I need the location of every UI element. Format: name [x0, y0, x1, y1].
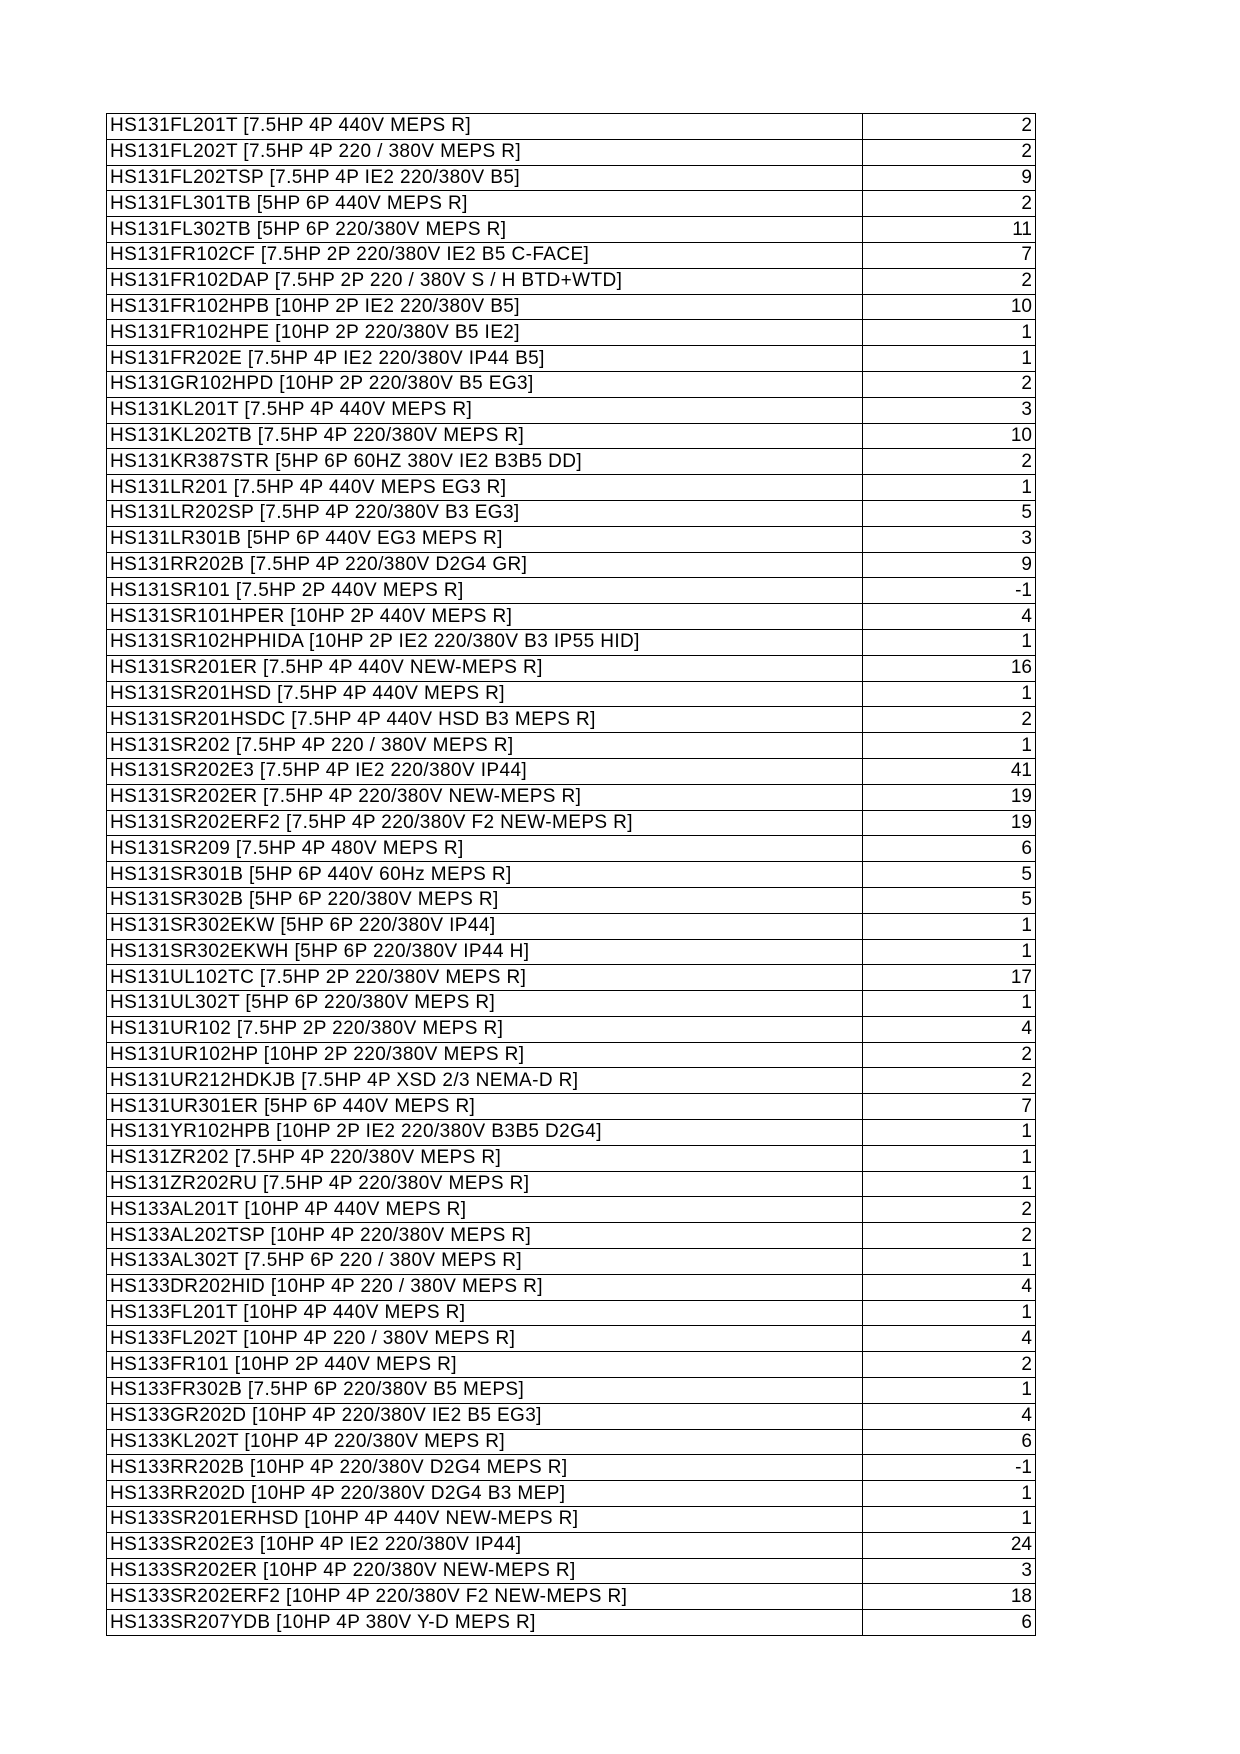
item-quantity-cell: 2	[863, 1197, 1036, 1223]
table-row	[107, 991, 1036, 1017]
item-quantity-cell: 2	[863, 1223, 1036, 1249]
table-row	[107, 1016, 1036, 1042]
table-row	[107, 629, 1036, 655]
table-row	[107, 1197, 1036, 1223]
item-description-cell: HS131SR101 [7.5HP 2P 440V MEPS R]	[107, 578, 863, 604]
item-description-cell: HS133FR302B [7.5HP 6P 220/380V B5 MEPS]	[107, 1378, 863, 1404]
item-description-cell: HS131UL302T [5HP 6P 220/380V MEPS R]	[107, 991, 863, 1017]
table-row	[107, 320, 1036, 346]
item-description-cell: HS133FL201T [10HP 4P 440V MEPS R]	[107, 1300, 863, 1326]
table-row	[107, 939, 1036, 965]
item-description-cell: HS133SR207YDB [10HP 4P 380V Y-D MEPS R]	[107, 1610, 863, 1636]
table-row	[107, 1223, 1036, 1249]
table-row	[107, 449, 1036, 475]
table-row	[107, 268, 1036, 294]
table-row	[107, 1068, 1036, 1094]
item-quantity-cell: 5	[863, 500, 1036, 526]
item-quantity-cell: 2	[863, 1068, 1036, 1094]
item-quantity-cell: 16	[863, 655, 1036, 681]
item-quantity-cell: 4	[863, 1016, 1036, 1042]
table-row	[107, 217, 1036, 243]
table-row	[107, 707, 1036, 733]
item-description-cell: HS131FL202TSP [7.5HP 4P IE2 220/380V B5]	[107, 165, 863, 191]
item-description-cell: HS133GR202D [10HP 4P 220/380V IE2 B5 EG3]	[107, 1403, 863, 1429]
table-row	[107, 1249, 1036, 1275]
item-description-cell: HS131RR202B [7.5HP 4P 220/380V D2G4 GR]	[107, 552, 863, 578]
table-row	[107, 965, 1036, 991]
item-quantity-cell: 5	[863, 862, 1036, 888]
item-quantity-cell: 2	[863, 114, 1036, 140]
table-row	[107, 1042, 1036, 1068]
table-row	[107, 397, 1036, 423]
item-quantity-cell: 2	[863, 191, 1036, 217]
item-description-cell: HS131SR302EKWH [5HP 6P 220/380V IP44 H]	[107, 939, 863, 965]
item-description-cell: HS131FL201T [7.5HP 4P 440V MEPS R]	[107, 114, 863, 140]
item-description-cell: HS133SR202E3 [10HP 4P IE2 220/380V IP44]	[107, 1532, 863, 1558]
item-quantity-cell: 1	[863, 733, 1036, 759]
item-quantity-cell: 10	[863, 294, 1036, 320]
table-row	[107, 423, 1036, 449]
table-row	[107, 1429, 1036, 1455]
table-row	[107, 346, 1036, 372]
item-quantity-cell: 3	[863, 526, 1036, 552]
table-row	[107, 139, 1036, 165]
item-quantity-cell: 3	[863, 397, 1036, 423]
item-description-cell: HS131SR201HSDC [7.5HP 4P 440V HSD B3 MEPS R]	[107, 707, 863, 733]
item-quantity-cell: 41	[863, 758, 1036, 784]
item-description-cell: HS131SR102HPHIDA [10HP 2P IE2 220/380V B3 IP55 HID]	[107, 629, 863, 655]
table-row	[107, 191, 1036, 217]
item-quantity-cell: 6	[863, 1429, 1036, 1455]
item-description-cell: HS133SR202ERF2 [10HP 4P 220/380V F2 NEW-MEPS R]	[107, 1584, 863, 1610]
table-row	[107, 887, 1036, 913]
table-row	[107, 1120, 1036, 1146]
item-quantity-cell: 4	[863, 1274, 1036, 1300]
item-description-cell: HS131SR301B [5HP 6P 440V 60Hz MEPS R]	[107, 862, 863, 888]
item-description-cell: HS133KL202T [10HP 4P 220/380V MEPS R]	[107, 1429, 863, 1455]
item-description-cell: HS131UL102TC [7.5HP 2P 220/380V MEPS R]	[107, 965, 863, 991]
item-description-cell: HS131SR302B [5HP 6P 220/380V MEPS R]	[107, 887, 863, 913]
item-quantity-cell: 7	[863, 242, 1036, 268]
table-row	[107, 758, 1036, 784]
item-description-cell: HS131SR302EKW [5HP 6P 220/380V IP44]	[107, 913, 863, 939]
item-quantity-cell: 1	[863, 346, 1036, 372]
item-description-cell: HS131SR209 [7.5HP 4P 480V MEPS R]	[107, 836, 863, 862]
table-row	[107, 1094, 1036, 1120]
item-quantity-cell: 1	[863, 1481, 1036, 1507]
table-row	[107, 1507, 1036, 1533]
item-quantity-cell: 1	[863, 939, 1036, 965]
item-description-cell: HS131SR202E3 [7.5HP 4P IE2 220/380V IP44]	[107, 758, 863, 784]
table-row	[107, 1481, 1036, 1507]
table-row	[107, 1352, 1036, 1378]
item-quantity-cell: 1	[863, 475, 1036, 501]
item-quantity-cell: 1	[863, 1171, 1036, 1197]
table-row	[107, 294, 1036, 320]
item-description-cell: HS131FL302TB [5HP 6P 220/380V MEPS R]	[107, 217, 863, 243]
item-quantity-cell: 1	[863, 1145, 1036, 1171]
table-row	[107, 500, 1036, 526]
table-row	[107, 371, 1036, 397]
table-row	[107, 1145, 1036, 1171]
table-row	[107, 604, 1036, 630]
item-description-cell: HS131LR202SP [7.5HP 4P 220/380V B3 EG3]	[107, 500, 863, 526]
item-quantity-cell: 1	[863, 1378, 1036, 1404]
item-description-cell: HS131SR202ERF2 [7.5HP 4P 220/380V F2 NEW-MEPS R]	[107, 810, 863, 836]
item-quantity-cell: 9	[863, 552, 1036, 578]
table-row	[107, 578, 1036, 604]
inventory-table-body	[107, 114, 1036, 1636]
item-quantity-cell: 2	[863, 449, 1036, 475]
table-row	[107, 475, 1036, 501]
item-quantity-cell: 2	[863, 139, 1036, 165]
item-description-cell: HS133AL302T [7.5HP 6P 220 / 380V MEPS R]	[107, 1249, 863, 1275]
item-description-cell: HS133RR202B [10HP 4P 220/380V D2G4 MEPS R]	[107, 1455, 863, 1481]
item-description-cell: HS131YR102HPB [10HP 2P IE2 220/380V B3B5 D2G4]	[107, 1120, 863, 1146]
table-row	[107, 836, 1036, 862]
item-quantity-cell: 1	[863, 1300, 1036, 1326]
table-row	[107, 733, 1036, 759]
item-description-cell: HS133FL202T [10HP 4P 220 / 380V MEPS R]	[107, 1326, 863, 1352]
item-quantity-cell: 4	[863, 1326, 1036, 1352]
item-description-cell: HS131FR102HPB [10HP 2P IE2 220/380V B5]	[107, 294, 863, 320]
item-quantity-cell: 17	[863, 965, 1036, 991]
item-quantity-cell: 4	[863, 1403, 1036, 1429]
item-description-cell: HS131GR102HPD [10HP 2P 220/380V B5 EG3]	[107, 371, 863, 397]
table-row	[107, 1171, 1036, 1197]
table-row	[107, 552, 1036, 578]
item-quantity-cell: 6	[863, 836, 1036, 862]
item-quantity-cell: 18	[863, 1584, 1036, 1610]
table-row	[107, 242, 1036, 268]
table-row	[107, 1455, 1036, 1481]
item-description-cell: HS131SR201HSD [7.5HP 4P 440V MEPS R]	[107, 681, 863, 707]
item-description-cell: HS133SR202ER [10HP 4P 220/380V NEW-MEPS R]	[107, 1558, 863, 1584]
item-description-cell: HS133DR202HID [10HP 4P 220 / 380V MEPS R]	[107, 1274, 863, 1300]
item-description-cell: HS131FL202T [7.5HP 4P 220 / 380V MEPS R]	[107, 139, 863, 165]
item-quantity-cell: 3	[863, 1558, 1036, 1584]
item-quantity-cell: 1	[863, 320, 1036, 346]
item-description-cell: HS131UR212HDKJB [7.5HP 4P XSD 2/3 NEMA-D R]	[107, 1068, 863, 1094]
item-quantity-cell: 1	[863, 1507, 1036, 1533]
item-description-cell: HS131FR102CF [7.5HP 2P 220/380V IE2 B5 C-FACE]	[107, 242, 863, 268]
item-description-cell: HS133AL201T [10HP 4P 440V MEPS R]	[107, 1197, 863, 1223]
item-quantity-cell: 1	[863, 991, 1036, 1017]
inventory-table	[106, 113, 1036, 1636]
item-description-cell: HS133SR201ERHSD [10HP 4P 440V NEW-MEPS R]	[107, 1507, 863, 1533]
table-row	[107, 681, 1036, 707]
item-quantity-cell: -1	[863, 578, 1036, 604]
item-quantity-cell: 10	[863, 423, 1036, 449]
item-description-cell: HS131KL201T [7.5HP 4P 440V MEPS R]	[107, 397, 863, 423]
item-quantity-cell: 9	[863, 165, 1036, 191]
item-description-cell: HS131FR202E [7.5HP 4P IE2 220/380V IP44 B5]	[107, 346, 863, 372]
table-row	[107, 165, 1036, 191]
item-description-cell: HS131FR102DAP [7.5HP 2P 220 / 380V S / H BTD+WTD]	[107, 268, 863, 294]
item-description-cell: HS131SR101HPER [10HP 2P 440V MEPS R]	[107, 604, 863, 630]
item-description-cell: HS131LR201 [7.5HP 4P 440V MEPS EG3 R]	[107, 475, 863, 501]
item-quantity-cell: 7	[863, 1094, 1036, 1120]
table-row	[107, 1532, 1036, 1558]
table-row	[107, 913, 1036, 939]
table-row	[107, 1610, 1036, 1636]
item-description-cell: HS131FL301TB [5HP 6P 440V MEPS R]	[107, 191, 863, 217]
item-description-cell: HS131ZR202 [7.5HP 4P 220/380V MEPS R]	[107, 1145, 863, 1171]
item-description-cell: HS133AL202TSP [10HP 4P 220/380V MEPS R]	[107, 1223, 863, 1249]
item-description-cell: HS133FR101 [10HP 2P 440V MEPS R]	[107, 1352, 863, 1378]
item-quantity-cell: 1	[863, 1249, 1036, 1275]
item-description-cell: HS131UR102 [7.5HP 2P 220/380V MEPS R]	[107, 1016, 863, 1042]
table-row	[107, 1300, 1036, 1326]
item-quantity-cell: 2	[863, 707, 1036, 733]
table-row	[107, 862, 1036, 888]
item-description-cell: HS131SR202 [7.5HP 4P 220 / 380V MEPS R]	[107, 733, 863, 759]
item-quantity-cell: 1	[863, 1120, 1036, 1146]
item-quantity-cell: 11	[863, 217, 1036, 243]
item-quantity-cell: 2	[863, 1352, 1036, 1378]
item-quantity-cell: 1	[863, 913, 1036, 939]
item-quantity-cell: 19	[863, 784, 1036, 810]
table-row	[107, 1584, 1036, 1610]
item-description-cell: HS131SR201ER [7.5HP 4P 440V NEW-MEPS R]	[107, 655, 863, 681]
item-description-cell: HS131UR301ER [5HP 6P 440V MEPS R]	[107, 1094, 863, 1120]
item-description-cell: HS131KL202TB [7.5HP 4P 220/380V MEPS R]	[107, 423, 863, 449]
item-description-cell: HS131UR102HP [10HP 2P 220/380V MEPS R]	[107, 1042, 863, 1068]
item-quantity-cell: 6	[863, 1610, 1036, 1636]
item-quantity-cell: 1	[863, 629, 1036, 655]
item-quantity-cell: 2	[863, 1042, 1036, 1068]
table-row	[107, 114, 1036, 140]
table-row	[107, 655, 1036, 681]
item-quantity-cell: 1	[863, 681, 1036, 707]
item-description-cell: HS131FR102HPE [10HP 2P 220/380V B5 IE2]	[107, 320, 863, 346]
table-row	[107, 784, 1036, 810]
table-row	[107, 810, 1036, 836]
item-quantity-cell: 5	[863, 887, 1036, 913]
item-quantity-cell: 4	[863, 604, 1036, 630]
item-quantity-cell: -1	[863, 1455, 1036, 1481]
item-description-cell: HS131KR387STR [5HP 6P 60HZ 380V IE2 B3B5 DD]	[107, 449, 863, 475]
item-quantity-cell: 19	[863, 810, 1036, 836]
item-description-cell: HS131SR202ER [7.5HP 4P 220/380V NEW-MEPS R]	[107, 784, 863, 810]
table-row	[107, 1558, 1036, 1584]
item-quantity-cell: 2	[863, 268, 1036, 294]
table-row	[107, 1378, 1036, 1404]
table-row	[107, 1274, 1036, 1300]
item-quantity-cell: 2	[863, 371, 1036, 397]
item-description-cell: HS131ZR202RU [7.5HP 4P 220/380V MEPS R]	[107, 1171, 863, 1197]
item-description-cell: HS131LR301B [5HP 6P 440V EG3 MEPS R]	[107, 526, 863, 552]
item-description-cell: HS133RR202D [10HP 4P 220/380V D2G4 B3 MEP]	[107, 1481, 863, 1507]
table-row	[107, 526, 1036, 552]
table-row	[107, 1403, 1036, 1429]
item-quantity-cell: 24	[863, 1532, 1036, 1558]
table-row	[107, 1326, 1036, 1352]
